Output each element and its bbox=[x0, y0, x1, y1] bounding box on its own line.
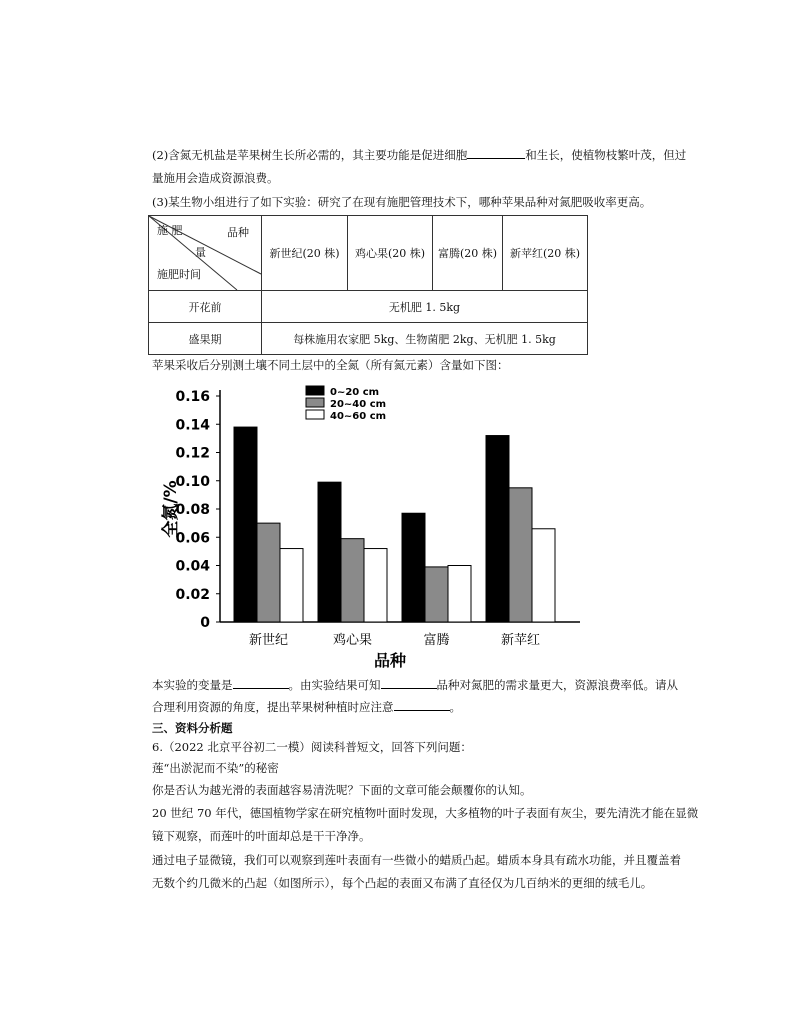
table-corner-cell bbox=[149, 216, 262, 291]
article-paragraph-3-cont: 无数个约几微米的凸起（如图所示），每个凸起的表面又布满了直径仅为几百纳米的更细的绒毛儿。 bbox=[152, 876, 653, 890]
bar-4060-1 bbox=[364, 549, 387, 622]
bar-4060-0 bbox=[280, 549, 303, 622]
variety-header: 新世纪(20 株) bbox=[262, 216, 348, 291]
bar-2040-2 bbox=[425, 567, 448, 622]
legend-swatch bbox=[306, 410, 324, 419]
y-tick-label: 0.02 bbox=[175, 586, 210, 603]
variety-header: 鸡心果(20 株) bbox=[348, 216, 433, 291]
corner-label-amount: 量 bbox=[195, 246, 206, 259]
corner-label-variety: 品种 bbox=[227, 226, 249, 239]
corner-label-fertilizer: 施 肥 bbox=[157, 224, 183, 237]
y-tick-label: 0.08 bbox=[175, 502, 210, 518]
corner-label-time: 施肥时间 bbox=[157, 268, 201, 281]
question-6: 6.（2022 北京平谷初二一模）阅读科普短文，回答下列问题： bbox=[152, 740, 472, 754]
x-axis-label: 品种 bbox=[373, 651, 407, 670]
article-paragraph-2-cont: 镜下观察，而莲叶的叶面却总是干干净净。 bbox=[152, 829, 371, 843]
legend-swatch bbox=[306, 398, 324, 407]
y-tick-label: 0.06 bbox=[175, 530, 210, 547]
y-tick-label: 0 bbox=[200, 615, 210, 631]
row-fertilizer: 每株施用农家肥 5kg、生物菌肥 2kg、无机肥 1. 5kg bbox=[262, 323, 588, 355]
bar-2040-0 bbox=[257, 523, 280, 622]
bar-4060-2 bbox=[448, 566, 471, 623]
bar-2040-3 bbox=[509, 488, 532, 622]
q2-line-1: (2)含氮无机盐是苹果树生长所必需的，其主要功能是促进细胞 和生长，使植物枝繁叶茂，但过 bbox=[152, 148, 687, 162]
answer-blank-1[interactable] bbox=[467, 146, 525, 159]
y-axis-label: 全氮/% bbox=[161, 480, 181, 538]
table-header-row bbox=[149, 216, 588, 291]
q3-intro: (3)某生物小组进行了如下实验：研究了在现有施肥管理技术下，哪种苹果品种对氮肥吸收率更高。 bbox=[152, 195, 652, 209]
table-row bbox=[149, 291, 588, 323]
legend-label: 20~40 cm bbox=[330, 399, 387, 410]
x-tick-label: 富腾 bbox=[423, 633, 450, 648]
bar-020-3 bbox=[486, 436, 509, 622]
x-tick-label: 新苹红 bbox=[500, 633, 541, 648]
chart-caption: 苹果采收后分别测土壤不同土层中的全氮（所有氮元素）含量如下图： bbox=[152, 358, 509, 372]
answer-line-2: 合理利用资源的角度，提出苹果树种植时应注意 。 bbox=[152, 700, 461, 714]
section-heading: 三、资料分析题 bbox=[152, 721, 233, 735]
article-paragraph-3: 通过电子显微镜，我们可以观察到莲叶表面有一些微小的蜡质凸起。蜡质本身具有疏水功能，并且覆盖着 bbox=[152, 853, 681, 867]
bar-020-0 bbox=[234, 427, 257, 622]
variety-header: 富腾(20 株) bbox=[433, 216, 503, 291]
answer-blank-2[interactable] bbox=[233, 676, 289, 689]
answer-line-1: 本实验的变量是 。由实验结果可知 品种对氮肥的需求量更大，资源浪费率低。请从 bbox=[152, 678, 678, 692]
y-tick-label: 0.14 bbox=[175, 417, 210, 434]
bar-020-1 bbox=[318, 482, 341, 622]
y-tick-label: 0.04 bbox=[175, 558, 210, 575]
row-time: 开花前 bbox=[149, 291, 262, 323]
row-time: 盛果期 bbox=[149, 323, 262, 355]
legend-label: 40~60 cm bbox=[330, 411, 387, 422]
table-row bbox=[149, 323, 588, 355]
y-tick-label: 0.10 bbox=[175, 473, 210, 490]
variety-header: 新苹红(20 株) bbox=[503, 216, 588, 291]
x-tick-label: 新世纪 bbox=[248, 633, 289, 648]
answer-blank-3[interactable] bbox=[381, 676, 437, 689]
bar-020-2 bbox=[402, 513, 425, 622]
experiment-table bbox=[148, 215, 588, 355]
row-fertilizer: 无机肥 1. 5kg bbox=[262, 291, 588, 323]
legend-label: 0~20 cm bbox=[330, 387, 380, 398]
y-tick-label: 0.12 bbox=[175, 445, 210, 462]
answer-blank-4[interactable] bbox=[394, 698, 450, 711]
q2-line-2: 量施用会造成资源浪费。 bbox=[152, 171, 279, 185]
article-paragraph-1: 你是否认为越光滑的表面越容易清洗呢？下面的文章可能会颠覆你的认知。 bbox=[152, 783, 532, 797]
legend-swatch bbox=[306, 386, 324, 395]
article-paragraph-2: 20 世纪 70 年代，德国植物学家在研究植物叶面时发现，大多植物的叶子表面有灰尘，要先清洗才能在显微 bbox=[152, 806, 699, 820]
y-tick-label: 0.16 bbox=[175, 389, 210, 405]
article-title: 莲“出淤泥而不染”的秘密 bbox=[152, 761, 279, 775]
bar-2040-1 bbox=[341, 539, 364, 622]
x-tick-label: 鸡心果 bbox=[332, 633, 373, 648]
bar-4060-3 bbox=[532, 529, 555, 622]
nitrogen-bar-chart bbox=[161, 380, 590, 670]
